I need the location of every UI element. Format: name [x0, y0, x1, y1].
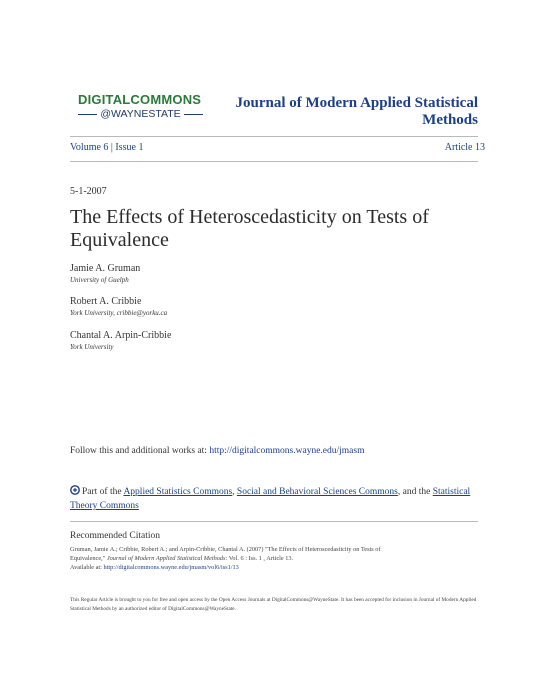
- follow-line: [70, 446, 490, 456]
- article-number-link[interactable]: Article 13: [444, 142, 485, 153]
- applied-statistics-link[interactable]: Applied Statistics Commons: [123, 487, 233, 497]
- citation-rule: [70, 521, 478, 522]
- header-rule-top: [70, 136, 478, 137]
- citation-heading: Recommended Citation: [70, 531, 160, 541]
- author-affiliation: York University, cribbie@yorku.ca: [70, 309, 168, 317]
- article-title: The Effects of Heteroscedasticity on Tests of Equivalence: [70, 206, 429, 251]
- logo-dash-right: [184, 114, 203, 115]
- author-block: [70, 330, 171, 352]
- social-behavioral-sciences-link[interactable]: Social and Behavioral Sciences Commons: [236, 487, 398, 497]
- logo-bottom-text: @WAYNESTATE: [100, 108, 181, 120]
- partof-prefix: Part of the: [82, 487, 124, 497]
- citation-journal: Journal of Modern Applied Statistical Methods: [106, 555, 226, 562]
- follow-prefix: Follow this and additional works at:: [70, 446, 210, 456]
- journal-title[interactable]: Journal of Modern Applied Statistical Methods: [235, 95, 478, 128]
- publication-date: 5-1-2007: [70, 186, 107, 197]
- citation-volume: : Vol. 6 : Iss. 1 , Article 13.: [225, 555, 294, 562]
- logo-dash-left: [78, 114, 97, 115]
- author-name: Chantal A. Arpin-Cribbie: [70, 330, 172, 341]
- part-of-line: [70, 485, 490, 513]
- logo-top-text: DIGITALCOMMONS: [78, 92, 202, 107]
- volume-issue-link[interactable]: Volume 6 | Issue 1: [70, 142, 144, 153]
- author-block: [70, 263, 140, 285]
- author-name: Robert A. Cribbie: [70, 296, 142, 307]
- access-note: This Regular Article is brought to you for free and open access by the Open Access Journals at DigitalCommons@WayneState. It has been accepted for inclusion in Journal of Modern Applied Statistical Methods by an authorized editor of DigitalCommons@WayneState.: [70, 597, 477, 612]
- author-name: Jamie A. Gruman: [70, 263, 141, 274]
- citation-plain: Equivalence,": [70, 555, 107, 562]
- author-block: [70, 296, 167, 318]
- citation-body: [70, 545, 480, 572]
- digital-commons-logo[interactable]: [78, 93, 203, 120]
- author-affiliation: York University: [70, 343, 114, 351]
- header-rule-bottom: [70, 161, 478, 162]
- citation-line: Gruman, Jamie A.; Cribbie, Robert A.; and Arpin-Cribbie, Chantal A. (2007) "The Effects of Heteroscedasticity on Tests of: [70, 546, 381, 553]
- follow-url-link[interactable]: http://digitalcommons.wayne.edu/jmasm: [209, 446, 365, 456]
- network-icon: [70, 485, 80, 495]
- partof-sep1: ,: [232, 487, 237, 497]
- statistical-theory-link[interactable]: Statistical Theory Commons: [70, 487, 471, 511]
- logo-bottom-row: [78, 108, 203, 120]
- citation-url-link[interactable]: http://digitalcommons.wayne.edu/jmasm/vol6/iss1/13: [103, 564, 239, 571]
- partof-sep2: , and the: [397, 487, 433, 497]
- citation-line: [70, 554, 480, 563]
- citation-available-prefix: Available at:: [70, 564, 104, 571]
- citation-line: [70, 563, 480, 572]
- author-affiliation: University of Guelph: [70, 276, 129, 284]
